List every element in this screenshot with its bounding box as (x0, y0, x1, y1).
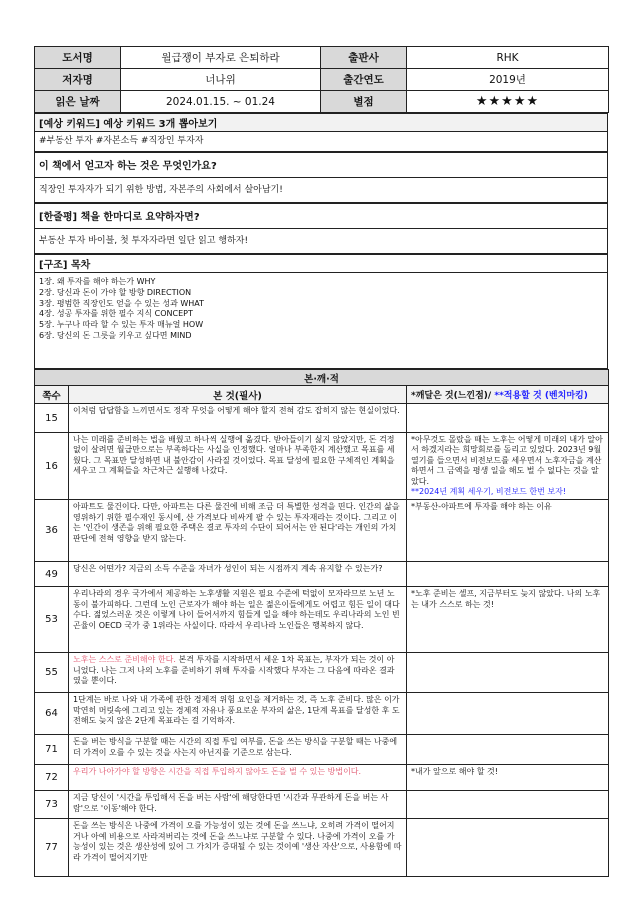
note-cell (407, 735, 609, 765)
keywords-section (34, 113, 608, 152)
table-row (35, 819, 609, 877)
column-quote-header: 본 것(필사) (69, 386, 407, 404)
year-label: 출간연도 (321, 69, 407, 91)
toc-section (34, 254, 608, 369)
publisher-label: 출판사 (321, 47, 407, 69)
note-cell: *부동산-아파트에 투자를 해야 하는 이유 (407, 500, 609, 562)
column-page-header: 쪽수 (35, 386, 69, 404)
page-number: 64 (35, 693, 69, 735)
page-number: 36 (35, 500, 69, 562)
book-info-table (34, 46, 609, 113)
note-cell: *노후 준비는 셀프, 지금부터도 늦지 않았다. 나의 노후는 내가 스스로 하는 것! (407, 587, 609, 653)
toc-item: 6장. 당신의 돈 그릇을 키우고 싶다면 MIND (39, 330, 192, 340)
note-text: *아무것도 몰랐을 때는 노후는 어떻게 미래의 내가 알아서 하겠지라는 희망회로를 돌리고 있었다. 2023년 9월 열기를 들으면서 비전보드를 세우면서 노후자금을 계산하면서 그 금액을 평생 일을 해도 벌 수 없다는 것을 알았다. (411, 435, 603, 486)
page-number: 53 (35, 587, 69, 653)
page-number: 71 (35, 735, 69, 765)
toc-item: 3장. 평범한 직장인도 얻을 수 있는 성과 WHAT (39, 298, 205, 308)
reading-title-row (35, 370, 609, 386)
column-note-header-part1: *깨달은 것(느낀점)/ (411, 391, 495, 401)
note-cell (407, 791, 609, 819)
note-cell (407, 562, 609, 587)
summary-section (34, 203, 608, 254)
reading-title: 본·깨·적 (35, 370, 609, 386)
quote-cell: 돈을 쓰는 방식은 나중에 가격이 오를 가능성이 있는 것에 돈을 쓰느냐, 오히려 가격이 떨어지거나 아예 비용으로 사라져버리는 것에 돈을 쓰느냐로 구분할 수 있다. 나중에 가격이 오를 가능성이 있는 것은 생산성에 있어 그 가치가 증대될 수 있는 것이예 '생산 자산'으로, 사용함에 따라 가격이 떨어지기만 (69, 819, 407, 877)
page-number: 15 (35, 404, 69, 433)
author-label: 저자명 (35, 69, 121, 91)
table-row (35, 587, 609, 653)
title-label: 도서명 (35, 47, 121, 69)
quote-cell: 당신은 어떤가? 지금의 소득 수준을 자녀가 성인이 되는 시점까지 계속 유지할 수 있는가? (69, 562, 407, 587)
page-number: 77 (35, 819, 69, 877)
quote-highlight: 노후는 스스로 준비해야 한다. (73, 655, 176, 665)
table-row (35, 765, 609, 791)
year-value: 2019년 (407, 69, 609, 91)
note-cell: *내가 앞으로 해야 할 것! (407, 765, 609, 791)
table-row (35, 791, 609, 819)
reading-notes-table (34, 369, 609, 877)
table-row (35, 433, 609, 500)
page-number: 72 (35, 765, 69, 791)
rating-label: 별점 (321, 91, 407, 113)
quote-highlight: 우리가 나아가야 할 방향은 시간을 직접 투입하지 않아도 돈을 벌 수 있는 방법이다. (73, 767, 362, 777)
note-cell (407, 433, 609, 500)
book-info-row (35, 47, 609, 69)
note-cell (407, 404, 609, 433)
quote-cell: 지금 당신이 '시간을 투입해서 돈을 버는 사람'에 해당한다면 '시간과 무관하게 돈을 버는 사람'으로 '이동'해야 한다. (69, 791, 407, 819)
quote-cell (69, 653, 407, 693)
quote-cell: 나는 미래를 준비하는 법을 배웠고 하나씩 실행에 옮겼다. 받아들이기 싫지 않았지만, 돈 걱정 없이 살려면 월급만으로는 부족하다는 사실을 인정했다. 얼마나 부족한지 계산했고 목표를 세웠다. 그 목표만 달성하면 내 불안감이 사라질 것이었다. 목표 달성에 필요한 구체적인 계획을 세우고 그 계획들을 차근차근 실행해 나갔다. (69, 433, 407, 500)
toc-item: 1장. 왜 투자를 해야 하는가 WHY (39, 277, 156, 286)
book-info-row (35, 91, 609, 113)
date-label: 읽은 날짜 (35, 91, 121, 113)
table-row (35, 653, 609, 693)
goal-heading: 이 책에서 얻고자 하는 것은 무엇인가요? (35, 153, 608, 178)
toc-list (35, 273, 608, 369)
keywords-text: #부동산 투자 #자본소득 #직장인 투자자 (35, 132, 608, 152)
quote-cell (69, 765, 407, 791)
note-cell (407, 653, 609, 693)
table-row (35, 735, 609, 765)
author-value: 너나위 (121, 69, 321, 91)
goal-text: 직장인 투자자가 되기 위한 방법, 자본주의 사회에서 살아남기! (35, 178, 608, 203)
table-row (35, 404, 609, 433)
table-row (35, 562, 609, 587)
reading-column-header-row (35, 386, 609, 404)
page-number: 49 (35, 562, 69, 587)
quote-cell: 우리나라의 경우 국가에서 제공하는 노후생활 지원은 필요 수준에 턱없이 모자라므로 노년 노동이 불가피하다. 그런데 노인 근로자가 해야 하는 일은 젊은이들에게도 어렵고 힘든 일이 대다수다. 젊었스러운 것은 이렇게 나이 들어서까지 힘들게 일을 해야 하는데도 우리나라의 노인 빈곤율이 OECD 국가 중 1위라는 사실이다. 따라서 우리나라 노인들은 행복하지 않다. (69, 587, 407, 653)
toc-item: 2장. 당신과 돈이 가야 할 방향 DIRECTION (39, 287, 192, 297)
note-apply-text: **2024년 계획 세우기, 비전보드 한번 보자! (411, 486, 567, 496)
table-row (35, 500, 609, 562)
page-number: 73 (35, 791, 69, 819)
toc-item: 4장. 성공 투자를 위한 필수 지식 CONCEPT (39, 309, 193, 319)
rating-stars: ★★★★★ (407, 91, 609, 113)
toc-item: 5장. 누구나 따라 할 수 있는 투자 매뉴얼 HOW (39, 320, 204, 330)
date-value: 2024.01.15. ~ 01.24 (121, 91, 321, 113)
quote-cell: 1단계는 바로 나와 내 가족에 관한 경제적 위험 요인을 제거하는 것, 즉 노후 준비다. 많은 이가 막연히 머릿속에 그리고 있는 경제적 자유나 풍요로운 부자의 삶은, 1단계 목표를 달성한 후 도전해도 늦지 않은 2단계 목표라는 걸 기억하자. (69, 693, 407, 735)
note-cell (407, 693, 609, 735)
note-cell (407, 819, 609, 877)
publisher-value: RHK (407, 47, 609, 69)
toc-heading: [구조] 목차 (35, 255, 608, 273)
page-number: 16 (35, 433, 69, 500)
goal-section (34, 152, 608, 203)
title-value: 월급쟁이 부자로 은퇴하라 (121, 47, 321, 69)
column-note-header (407, 386, 609, 404)
keywords-heading: [예상 키워드] 예상 키워드 3개 뽑아보기 (35, 114, 608, 132)
column-note-header-part2: **적용할 것 (벤치마킹) (494, 391, 588, 401)
book-info-row (35, 69, 609, 91)
quote-cell: 돈을 버는 방식을 구분할 때는 시간의 직접 투입 여부를, 돈을 쓰는 방식을 구분할 때는 나중에 더 가격이 오를 수 있는 것을 사는지 아닌지를 기준으로 삼는다. (69, 735, 407, 765)
summary-text: 부동산 투자 바이블, 첫 투자자라면 일단 읽고 행하자! (35, 229, 608, 254)
summary-heading: [한줄평] 책을 한마디로 요약하자면? (35, 204, 608, 229)
reading-log-sheet (34, 46, 608, 877)
page-number: 55 (35, 653, 69, 693)
quote-text: 본격 투자를 시작하면서 세운 1차 목표는, 부자가 되는 것이 아니었다. 나는 그저 나의 노후를 준비하기 위해 투자를 시작했다 부자는 그 다음에 따라온 결과였을 뿐이다. (73, 655, 395, 686)
quote-cell: 아파트도 물건이다. 다만, 아파트는 다른 물건에 비해 조금 더 특별한 성격을 띤다. 인간의 삶을 영위하기 위한 필수재인 동시에, 산 가격보다 비싸게 팔 수 있는 투자재라는 것이다. 그리고 이는 '인간이 생존을 위해 필요한 주택은 결코 투자의 수단이 되어서는 안 된다'라는 개인의 가치판단에 전혀 영향을 받지 않는다. (69, 500, 407, 562)
table-row (35, 693, 609, 735)
quote-cell: 이처럼 답답함을 느끼면서도 정작 무엇을 어떻게 해야 할지 전혀 감도 잡히지 않는 현실이었다. (69, 404, 407, 433)
